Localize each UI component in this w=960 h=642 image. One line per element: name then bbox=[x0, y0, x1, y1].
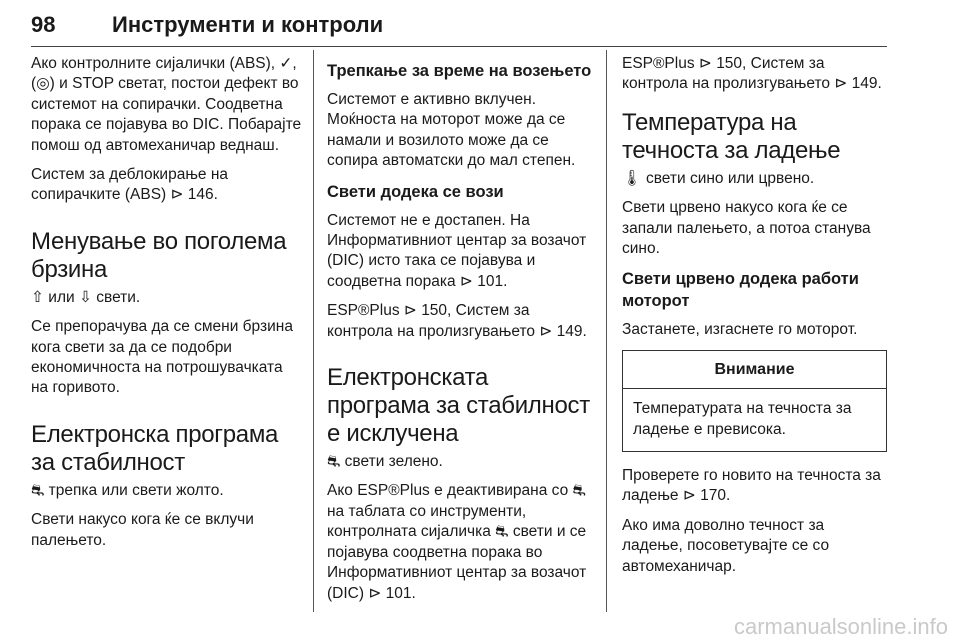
page-title: Инструменти и контроли bbox=[112, 12, 384, 37]
lit-heading: Свети додека се вози bbox=[327, 182, 504, 201]
page-header bbox=[31, 6, 887, 47]
upshift-description: Се препорачува да се смени брзина кога свети за да се подобри економичноста на потрошувачката на горивото. bbox=[31, 318, 293, 397]
coolant-red-text: Застанете, изгаснете го моторот. bbox=[622, 321, 858, 339]
esp-indicator-text: ⛐ трепка или свети жолто. bbox=[31, 481, 224, 499]
lit-text: Системот не е достапен. На Информативниот центар за возачот (DIC) исто така се појавува и соодветна порака ⊳ 101. bbox=[327, 211, 587, 290]
column-divider bbox=[313, 50, 314, 612]
blink-heading: Трепкање за време на возењето bbox=[327, 62, 592, 80]
esp-plus-reference: ESP®Plus ⊳ 150, Систем за контрола на пролизгувањето ⊳ 149. bbox=[327, 302, 587, 340]
esp-heading: Електронска програма за стабилност bbox=[31, 420, 279, 476]
caution-body: Температурата на течноста за ладење е превисока. bbox=[633, 400, 852, 438]
esp-off-text: Ако ESP®Plus е деактивирана со ⛐ на таблата со инструменти, контролната сијаличка ⛐ свети и се појавува соодветна порака во Информативниот центар за возачот (DIC) ⊳ 101. bbox=[327, 482, 587, 602]
caution-title: Внимание bbox=[623, 351, 886, 389]
brake-warning-text: Ако контролните сијалички (ABS), ✓, (◎) и STOP светат, постои дефект во системот на сопирачки. Соодветна порака се појавува во DIC. Побарајте помош од автомеханичар веднаш. bbox=[31, 55, 302, 154]
esp-plus-reference-2: ESP®Plus ⊳ 150, Систем за контрола на пролизгувањето ⊳ 149. bbox=[622, 55, 882, 93]
column-3 bbox=[622, 54, 887, 586]
esp-off-heading: Електронската програма за стабилност е исклучена bbox=[327, 364, 590, 448]
coolant-red-heading: Свети црвено додека работи моторот bbox=[622, 270, 859, 311]
coolant-level-text: Проверете го новито на течноста за ладење ⊳ 170. bbox=[622, 467, 881, 505]
caution-box bbox=[622, 350, 887, 452]
esp-ignition-text: Свети накусо кога ќе се вклучи палењето. bbox=[31, 511, 254, 549]
column-1 bbox=[31, 54, 303, 560]
page-number: 98 bbox=[31, 12, 56, 37]
column-2 bbox=[327, 54, 595, 613]
coolant-heading: Температура на течноста за ладење bbox=[622, 108, 841, 164]
upshift-heading: Менување во поголема брзина bbox=[31, 227, 287, 283]
coolant-indicator-text: 🌡 свети сино или црвено. bbox=[622, 169, 815, 187]
coolant-enough-text: Ако има доволно течност за ладење, посоветувајте се со автомеханичар. bbox=[622, 516, 830, 575]
coolant-ignition-text: Свети црвено накусо кога ќе се запали палењето, а потоа станува сино. bbox=[622, 199, 871, 258]
blink-text: Системот е активно вклучен. Моќноста на моторот може да се намали и возилото може да се сопира автоматски до мал степен. bbox=[327, 91, 576, 170]
column-divider bbox=[606, 50, 607, 612]
esp-off-indicator-text: ⛐ свети зелено. bbox=[327, 453, 443, 471]
upshift-indicator-text: ⇧ или ⇩ свети. bbox=[31, 288, 141, 306]
watermark: carmanualsonline.info bbox=[733, 614, 948, 639]
abs-reference: Систем за деблокирање на сопирачките (ABS) ⊳ 146. bbox=[31, 166, 229, 204]
